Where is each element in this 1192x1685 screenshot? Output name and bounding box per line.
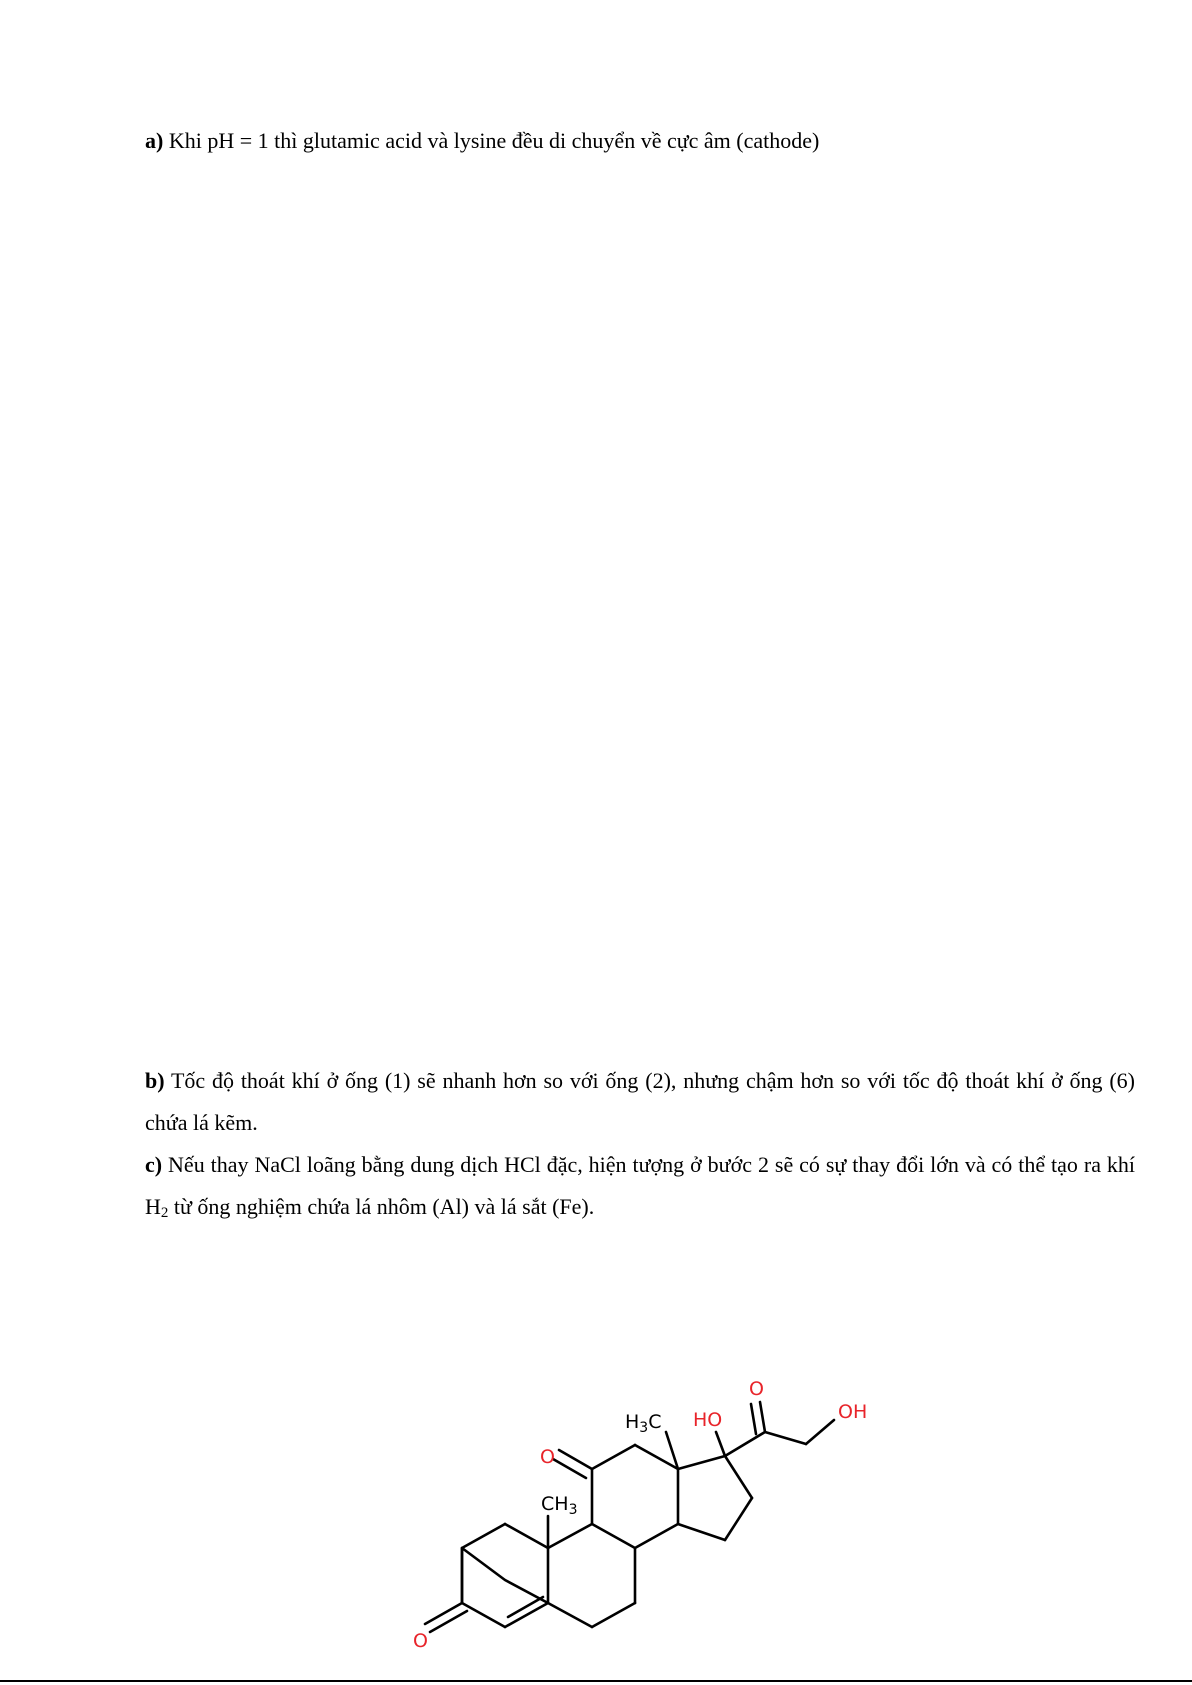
statement-c-text-after: từ ống nghiệm chứa lá nhôm (Al) và lá sắt (Fe). [168,1194,595,1219]
statement-a-text: Khi pH = 1 thì glutamic acid và lysine đều di chuyển về cực âm (cathode) [168,128,820,153]
statement-c [145,1144,1135,1228]
statement-a-label: a) [145,128,164,153]
c17-hydroxyl-bond [716,1432,725,1456]
statement-b [145,1060,1135,1144]
atom-label-c17-hydroxyl: HO [693,1409,723,1431]
statement-c-subscript: 2 [160,1205,169,1221]
atom-label-c11-oxygen: O [540,1446,555,1468]
statement-c-text-before: Nếu thay NaCl loãng bằng dung dịch HCl đặc, hiện tượng ở bước 2 sẽ có sự thay đổi lớn và có thể tạo ra khí H [145,1152,1136,1219]
statement-c-label: c) [145,1152,163,1177]
page-bottom-rule [0,1680,1192,1682]
atom-label-c20-oxygen: O [749,1378,764,1400]
bond-skeleton [425,1402,834,1632]
double-bond-c4c5 [508,1597,543,1617]
statement-b-label: b) [145,1068,165,1093]
c3-ketone-bond-1 [425,1603,462,1624]
c20-ketone-bond-1 [760,1402,765,1432]
c3-ketone-bond-2 [430,1611,467,1632]
statement-a [145,120,1135,162]
atom-label-ch3: $CH_3$ [541,1493,578,1518]
c20-ketone-bond-2 [751,1404,756,1434]
ring-a-bonds [462,1548,548,1603]
atom-label-chain-hydroxyl: OH [838,1401,868,1423]
statement-b-text: Tốc độ thoát khí ở ống (1) sẽ nhanh hơn so với ống (2), nhưng chậm hơn so với tốc độ thoát khí ở ống (6) chứa lá kẽm. [145,1068,1135,1135]
atom-label-h3c: $H_3C$ [625,1411,662,1436]
steroid-structure-diagram [400,1350,870,1675]
atom-label-c3-oxygen: O [413,1630,428,1652]
